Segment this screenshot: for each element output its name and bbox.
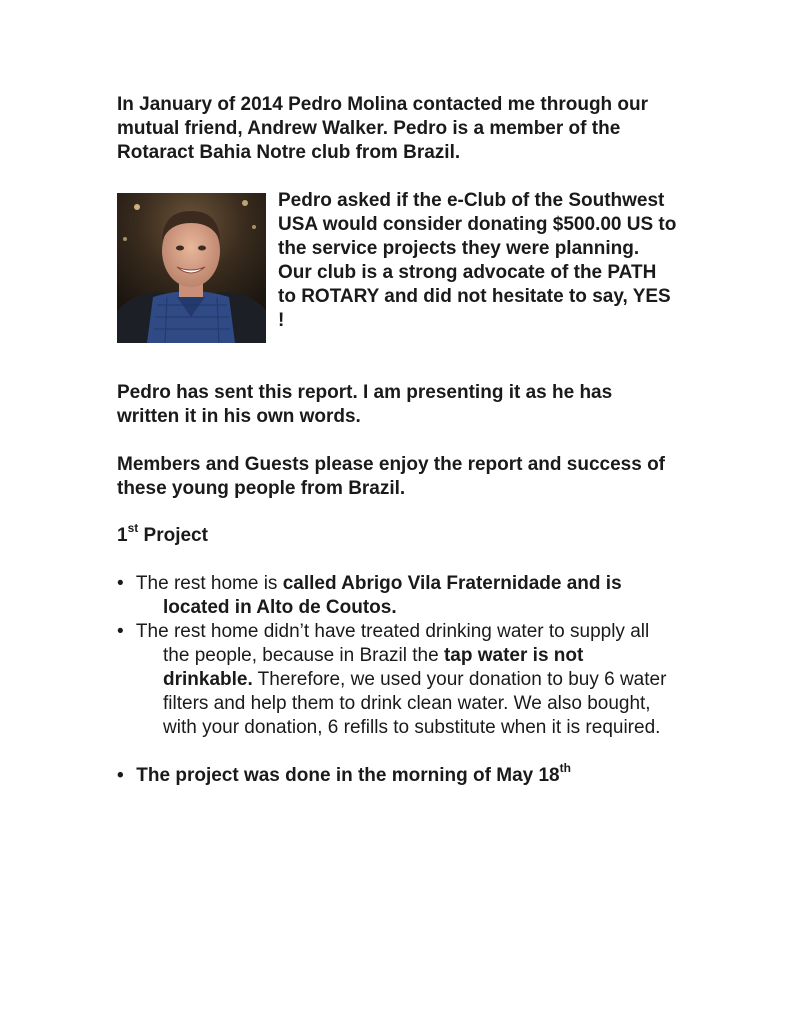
project-bullet-list	[117, 572, 677, 788]
bullet-icon: •	[117, 765, 124, 786]
bullet-text-bold: tap water is not drinkable.	[163, 645, 584, 690]
date-suffix: th	[559, 760, 571, 775]
document-page	[117, 93, 677, 788]
bullet-icon: •	[117, 573, 124, 594]
intro-paragraph: In January of 2014 Pedro Molina contacted me through our mutual friend, Andrew Walker. Pedro is a member of the Rotaract Bahia Notre club from Brazil.	[117, 94, 649, 163]
bullet-icon: •	[117, 621, 124, 642]
bullet-text: The rest home didn’t have treated drinking water to supply all the people, because in Brazil the	[131, 621, 650, 666]
list-item	[117, 620, 677, 740]
enjoy-paragraph: Members and Guests please enjoy the report and success of these young people from Brazil.	[117, 454, 666, 499]
bullet-text: The rest home is	[131, 573, 283, 594]
list-item	[117, 572, 677, 620]
request-paragraph: Pedro asked if the e-Club of the Southwest USA would consider donating $500.00 US to the service projects they were planning. Our club is a strong advocate of the PATH to ROTARY and did not hesitate to say, YES !	[278, 190, 677, 331]
bullet-text: Therefore, we used your donation to buy 6 water filters and help them to drink clean water. We also bought, with your donation, 6 refills to substitute when it is required.	[163, 669, 667, 738]
report-note-paragraph: Pedro has sent this report. I am presenting it as he has written it in his own words.	[117, 382, 613, 427]
project-number: 1	[117, 525, 128, 546]
portrait-photo	[117, 193, 266, 343]
project-heading	[117, 520, 677, 548]
bullet-text-bold: called Abrigo Vila Fraternidade and is located in Alto de Coutos.	[163, 573, 622, 618]
list-item	[117, 760, 677, 788]
project-number-suffix: st	[127, 520, 139, 535]
project-heading-label: Project	[138, 525, 208, 546]
photo-and-request-block	[117, 189, 677, 357]
bullet-text-bold: The project was done in the morning of May 18	[131, 765, 560, 786]
